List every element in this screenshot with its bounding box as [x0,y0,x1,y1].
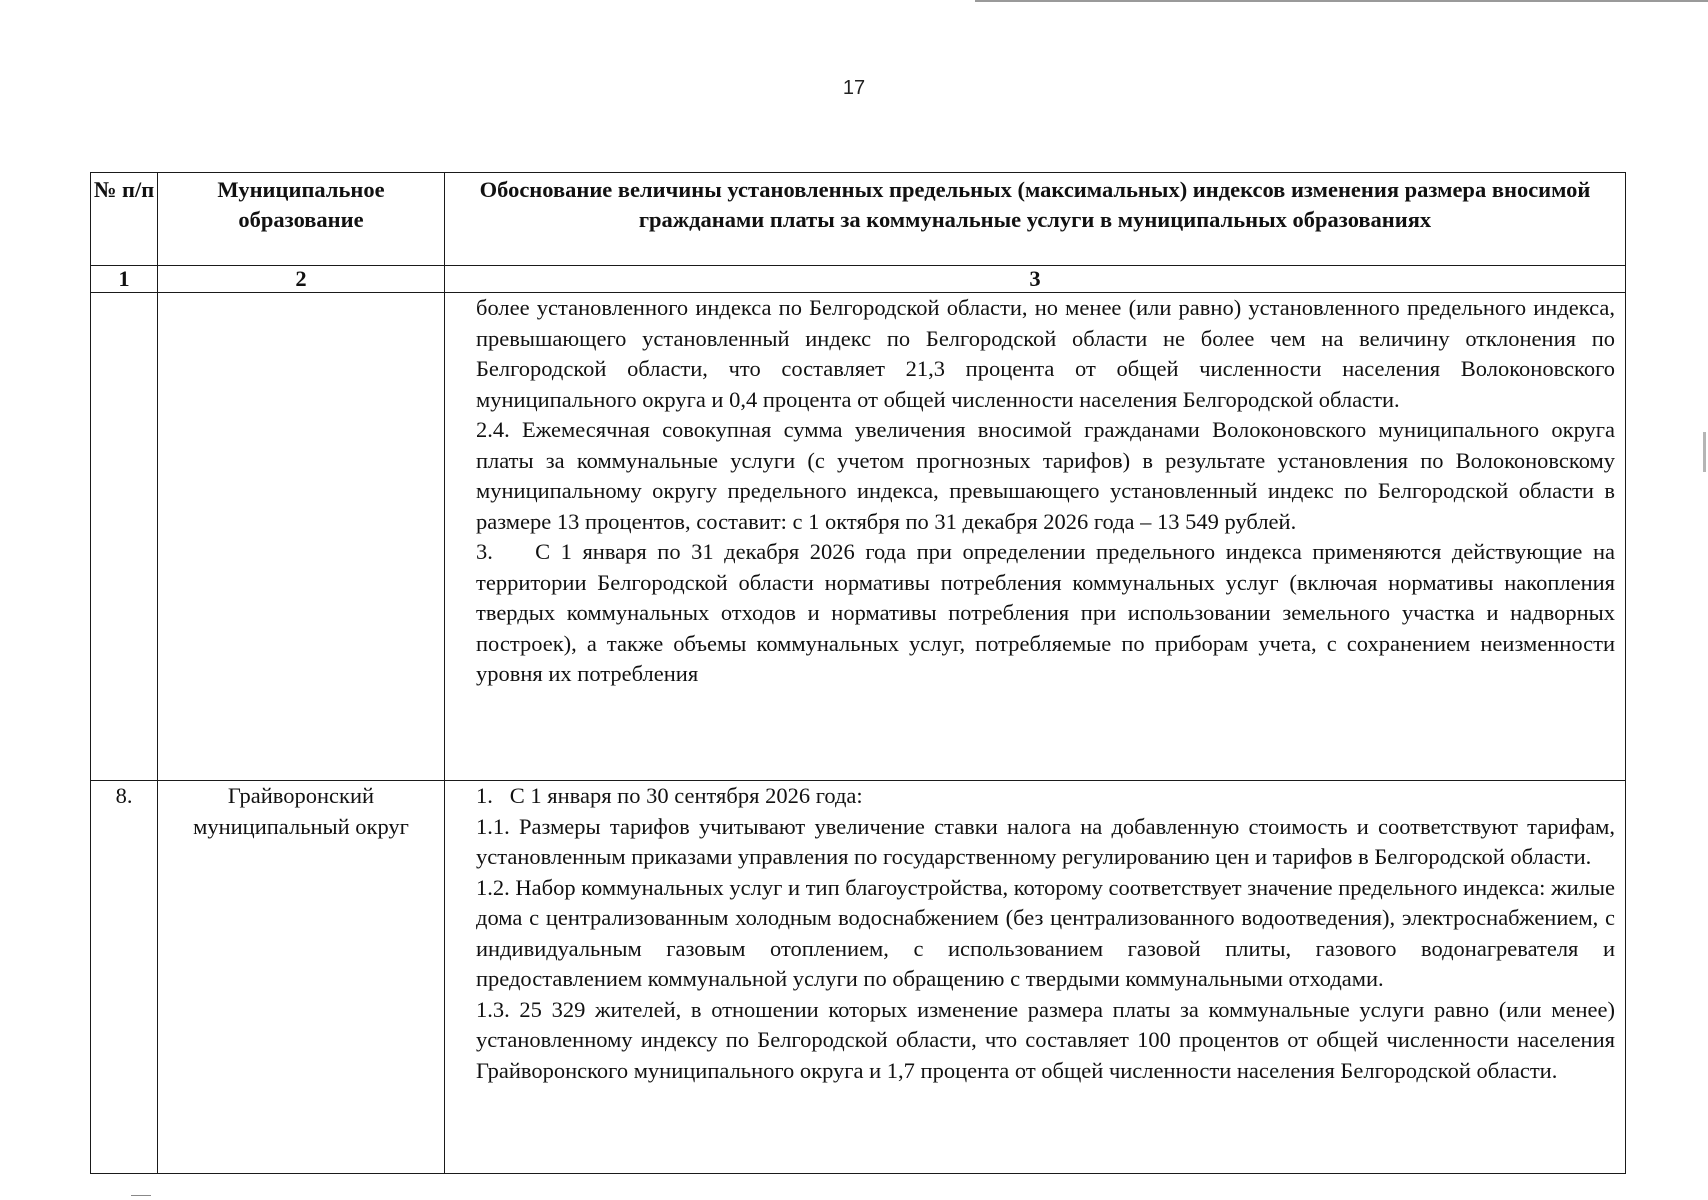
paragraph: 1. С 1 января по 30 сентября 2026 года: [476,783,863,808]
column-number-3: 3 [445,266,1626,293]
scan-artifact-bottom-mark [131,1195,151,1196]
row-number: 8. [91,781,158,1174]
header-number: № п/п [91,173,158,266]
paragraph: 2.4. Ежемесячная совокупная сумма увеличения вносимой гражданами Волоконовского муниципального округа платы за коммунальные услуги (с учетом прогнозных тарифов) в результате установления по Волоконовскому муниципальному округу предельного индекса, превышающего установленный индекс по Белгородской области в размере 13 процентов, составит: с 1 октября по 31 декабря 2026 года – 13 549 рублей. [476,417,1615,534]
header-municipality: Муниципальное образование [158,173,445,266]
column-number-2: 2 [158,266,445,293]
row-municipality [158,293,445,781]
paragraph: 1.1. Размеры тарифов учитывают увеличение ставки налога на добавленную стоимость и соответствуют тарифам, установленным приказами управления по государственному регулированию цен и тарифов в Белгородской области. [476,813,1615,869]
row-number [91,293,158,781]
justification-table [90,172,1626,1174]
row-justification [445,781,1626,1174]
paragraph: 1.2. Набор коммунальных услуг и тип благоустройства, которому соответствует значение предельного индекса: жилые дома с централизованным холодным водоснабжением (без централизованного водоотведения), электроснабжением, с индивидуальным газовым отоплением, с использованием газовой плиты, газового водонагревателя и предоставлением коммунальной услуги по обращению с твердыми коммунальными отходами. [476,874,1615,991]
scan-artifact-right-edge [1703,432,1706,472]
row-municipality: Грайворонский муниципальный округ [158,781,445,1174]
table-row [91,781,1626,1174]
page-number: 17 [842,77,866,99]
paragraph: 1.3. 25 329 жителей, в отношении которых изменение размера платы за коммунальные услуги равно (или менее) установленному индексу по Белгородской области, что составляет 100 процентов от общей численности населения Грайворонского муниципального округа и 1,7 процента от общей численности населения Белгородской области. [476,996,1615,1083]
table-row [91,293,1626,781]
header-justification: Обоснование величины установленных предельных (максимальных) индексов изменения размера вносимой гражданами платы за коммунальные услуги в муниципальных образованиях [445,173,1626,266]
paragraph: 3. С 1 января по 31 декабря 2026 года при определении предельного индекса применяются действующие на территории Белгородской области нормативы потребления коммунальных услуг (включая нормативы накопления твердых коммунальных отходов и нормативы потребления при использовании земельного участка и надворных построек), а также объемы коммунальных услуг, потребляемые по приборам учета, с сохранением неизменности уровня их потребления [476,539,1615,686]
column-number-row [91,266,1626,293]
column-number-1: 1 [91,266,158,293]
table-header-row [91,173,1626,266]
scan-artifact-top-line [975,0,1708,2]
paragraph: более установленного индекса по Белгородской области, но менее (или равно) установленного предельного индекса, превышающего установленный индекс по Белгородской области не более чем на величину отклонения по Белгородской области, что составляет 21,3 процента от общей численности населения Волоконовского муниципального округа и 0,4 процента от общей численности населения Белгородской области. [476,295,1615,412]
row-justification [445,293,1626,781]
